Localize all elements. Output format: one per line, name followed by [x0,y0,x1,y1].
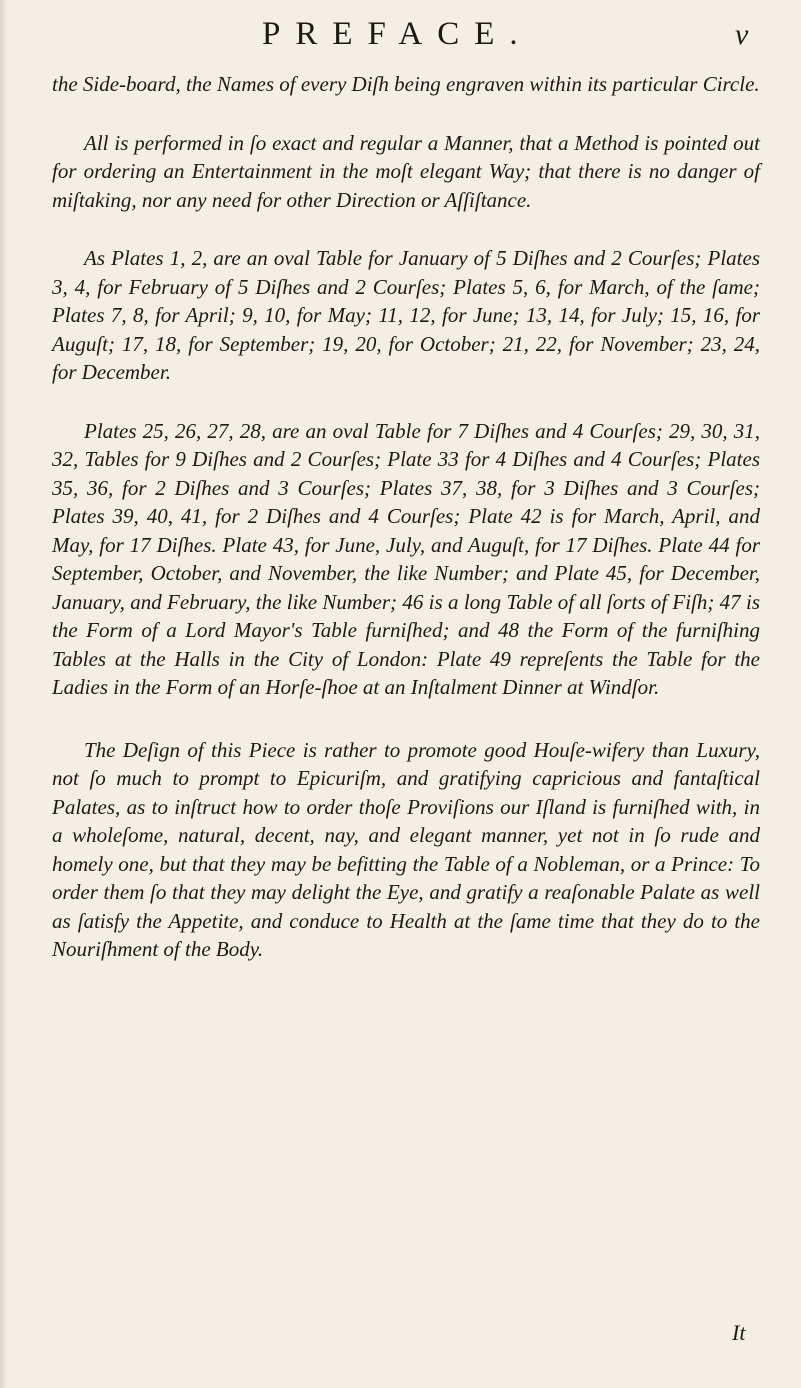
page-gutter-shadow [0,0,8,1388]
paragraph-side-board: the Side-board, the Names of every Diſh being engraven within its particular Circle. [52,72,760,96]
body-text [52,70,760,964]
running-title: PREFACE. [262,16,533,52]
catchword: It [732,1320,746,1345]
paragraph-monthly-plates: As Plates 1, 2, are an oval Table for January of 5 Diſhes and 2 Courſes; Plates 3, 4, for February of 5 Diſhes and 2 Courſes; Plates 5, 6, for March, of the ſame; Plates 7, 8, for April; 9, 10, for May; 11, 12, for June; 13, 14, for July; 15, 16, for Auguſt; 17, 18, for September; 19, 20, for October; 21, 22, for November; 23, 24, for December. [52,246,760,384]
paragraph-table-plates: Plates 25, 26, 27, 28, are an oval Table for 7 Diſhes and 4 Courſes; 29, 30, 31, 32, Tables for 9 Diſhes and 2 Courſes; Plate 33 for 4 Diſhes and 4 Courſes; Plates 35, 36, for 2 Diſhes and 3 Courſes; Plates 37, 38, for 3 Diſhes and 3 Courſes; Plates 39, 40, 41, for 2 Diſhes and 4 Courſes; Plate 42 is for March, April, and May, for 17 Diſhes. Plate 43, for June, July, and Auguſt, for 17 Diſhes. Plate 44 for September, October, and November, the like Number; and Plate 45, for December, January, and February, the like Number; 46 is a long Table of all ſorts of Fiſh; 47 is the Form of a Lord Mayor's Table furniſhed; and 48 the Form of the furniſhing Tables at the Halls in the City of London: Plate 49 repreſents the Table for the Ladies in the Form of an Horſe-ſhoe at an Inſtalment Dinner at Windſor. [52,418,760,699]
paragraph-design: The Deſign of this Piece is rather to promote good Houſe-wifery than Luxury, not ſo much to prompt to Epicuriſm, and gratifying capricious and fantaſtical Palates, as to inſtruct how to order thoſe Proviſions our Iſland is furniſhed with, in a wholeſome, natural, decent, nay, and elegant manner, yet not in ſo rude and homely one, but that they may be befitting the Table of a Nobleman, or a Prince: To order them ſo that they may delight the Eye, and gratify a reaſonable Palate as well as ſatisfy the Appetite, and conduce to Health at the ſame time that they do to the Nouriſhment of the Body. [52,737,760,961]
page-header [0,12,801,62]
paragraph-method: All is performed in ſo exact and regular a Manner, that a Method is pointed out for ordering an Entertainment in the moſt elegant Way; that there is no danger of miſtaking, nor any need for other Direction or Aſſiſtance. [52,130,760,212]
page-number: v [735,18,749,51]
